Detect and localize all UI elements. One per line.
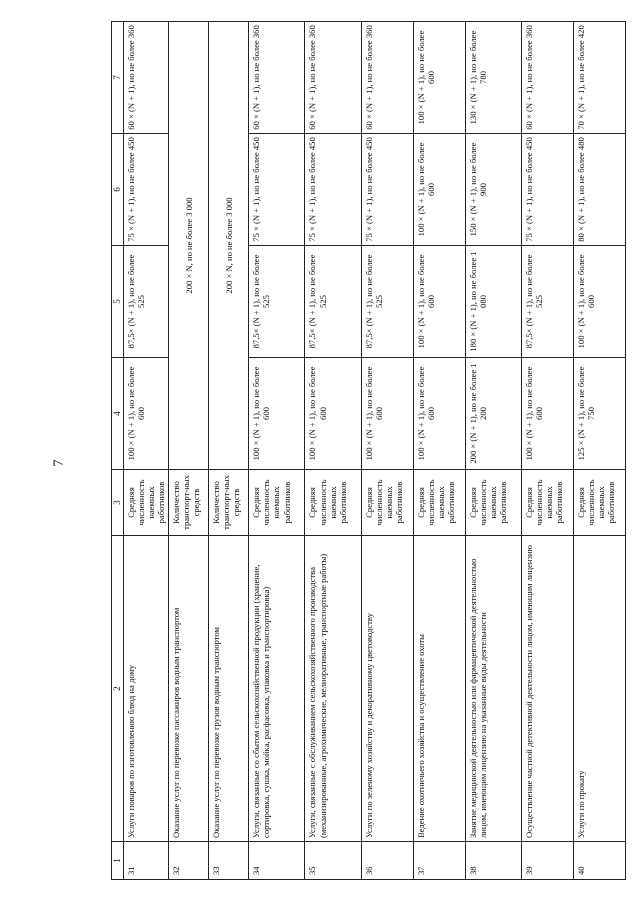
rate-cell: 60 × (N + 1), но не более 360 — [521, 22, 573, 134]
service-description: Осуществление частной детективной деятельности лицом, имеющим лицензию — [521, 536, 573, 842]
physical-indicator: Средняя численность наемных работников — [361, 470, 413, 536]
table-row — [361, 22, 413, 880]
row-number: 37 — [413, 842, 465, 880]
physical-indicator: Средняя численность наемных работников — [521, 470, 573, 536]
row-number: 34 — [249, 842, 305, 880]
rate-cell: 150 × (N + 1), но не более 900 — [465, 134, 521, 246]
table-row — [521, 22, 573, 880]
table-row — [124, 22, 169, 880]
service-description: Услуги поваров по изготовлению блюд на дому — [124, 536, 169, 842]
row-number: 39 — [521, 842, 573, 880]
header-cell: 3 — [112, 470, 124, 536]
service-description: Занятие медицинской деятельностью или фармацевтической деятельностью лицом, имеющим лицензию на указанные виды деятельности — [465, 536, 521, 842]
row-number: 32 — [169, 842, 209, 880]
rate-cell: 100 × (N + 1), но не более 600 — [361, 358, 413, 470]
row-number: 35 — [305, 842, 361, 880]
service-description: Услуги, связанные со сбытом сельскохозяйственной продукции (хранение, сортировка, сушка, мойка, расфасовка, упаковка и транспортировка) — [249, 536, 305, 842]
rate-cell: 87,5× (N + 1), но не более 525 — [361, 246, 413, 358]
rate-cell: 75 × (N + 1), но не более 450 — [249, 134, 305, 246]
rate-cell: 100 × (N + 1), но не более 600 — [521, 358, 573, 470]
rate-cell: 80 × (N + 1), но не более 480 — [573, 134, 625, 246]
physical-indicator: Средняя численность наемных работников — [249, 470, 305, 536]
rate-cell: 75 × (N + 1), но не более 450 — [124, 134, 169, 246]
service-description: Оказание услуг по перевозке грузов водным транспортом — [209, 536, 249, 842]
rotated-table-wrapper — [111, 22, 626, 880]
row-number: 38 — [465, 842, 521, 880]
table-row — [169, 22, 209, 880]
rate-cell: 75 × (N + 1), но не более 450 — [305, 134, 361, 246]
physical-indicator: Средняя численность наемных работников — [573, 470, 625, 536]
service-description: Услуги по прокату — [573, 536, 625, 842]
rate-cell: 70 × (N + 1), но не более 420 — [573, 22, 625, 134]
table-row — [305, 22, 361, 880]
table-row — [573, 22, 625, 880]
rate-cell: 180 × (N + 1), но не более 1 080 — [465, 246, 521, 358]
header-cell: 1 — [112, 842, 124, 880]
merged-rate-cell: 200 × N, но не более 3 000 — [169, 22, 209, 470]
table-row — [249, 22, 305, 880]
rate-cell: 100 × (N + 1), но не более 600 — [305, 358, 361, 470]
physical-indicator: Средняя численность наемных работников — [305, 470, 361, 536]
header-cell: 6 — [112, 134, 124, 246]
rate-cell: 100 × (N + 1), но не более 600 — [249, 358, 305, 470]
physical-indicator: Средняя численность наемных работников — [124, 470, 169, 536]
rate-cell: 100 × (N + 1), но не более 600 — [413, 22, 465, 134]
tariff-table — [111, 21, 626, 880]
rate-cell: 87,5× (N + 1), но не более 525 — [124, 246, 169, 358]
rate-cell: 130 × (N + 1), но не более 780 — [465, 22, 521, 134]
page-number: 7 — [51, 459, 67, 467]
header-cell: 2 — [112, 536, 124, 842]
header-row — [112, 22, 124, 880]
header-cell: 4 — [112, 358, 124, 470]
rate-cell: 100 × (N + 1), но не более 600 — [413, 134, 465, 246]
table-row — [209, 22, 249, 880]
row-number: 36 — [361, 842, 413, 880]
header-cell: 5 — [112, 246, 124, 358]
merged-rate-cell: 200 × N, но не более 3 000 — [209, 22, 249, 470]
service-description: Услуги, связанные с обслуживанием сельскохозяйственного производства (механизированные, агрохимические, мелиоративные, транспортные работы) — [305, 536, 361, 842]
rate-cell: 60 × (N + 1), но не более 360 — [124, 22, 169, 134]
rate-cell: 60 × (N + 1), но не более 360 — [249, 22, 305, 134]
rate-cell: 200 × (N + 1), но не более 1 200 — [465, 358, 521, 470]
rate-cell: 100 × (N + 1), но не более 600 — [413, 358, 465, 470]
rate-cell: 75 × (N + 1), но не более 450 — [521, 134, 573, 246]
rate-cell: 87,5× (N + 1), но не более 525 — [521, 246, 573, 358]
row-number: 40 — [573, 842, 625, 880]
rate-cell: 75 × (N + 1), но не более 450 — [361, 134, 413, 246]
physical-indicator: Средняя численность наемных работников — [465, 470, 521, 536]
header-cell: 7 — [112, 22, 124, 134]
physical-indicator: Средняя численность наемных работников — [413, 470, 465, 536]
row-number: 33 — [209, 842, 249, 880]
table-row — [465, 22, 521, 880]
rate-cell: 60 × (N + 1), но не более 360 — [361, 22, 413, 134]
rate-cell: 60 × (N + 1), но не более 360 — [305, 22, 361, 134]
service-description: Ведение охотничьего хозяйства и осуществление охоты — [413, 536, 465, 842]
rate-cell: 87,5× (N + 1), но не более 525 — [249, 246, 305, 358]
rate-cell: 100 × (N + 1), но не более 600 — [124, 358, 169, 470]
rate-cell: 87,5× (N + 1), но не более 525 — [305, 246, 361, 358]
row-number: 31 — [124, 842, 169, 880]
rate-cell: 100 × (N + 1), но не более 600 — [573, 246, 625, 358]
physical-indicator: Количество транспорт-ных средств — [169, 470, 209, 536]
table-row — [413, 22, 465, 880]
service-description: Услуги по зеленому хозяйству и декоративному цветоводству — [361, 536, 413, 842]
physical-indicator: Количество транспорт-ных средств — [209, 470, 249, 536]
rate-cell: 100 × (N + 1), но не более 600 — [413, 246, 465, 358]
service-description: Оказание услуг по перевозке пассажиров водным транспортом — [169, 536, 209, 842]
rate-cell: 125 × (N + 1), но не более 750 — [573, 358, 625, 470]
